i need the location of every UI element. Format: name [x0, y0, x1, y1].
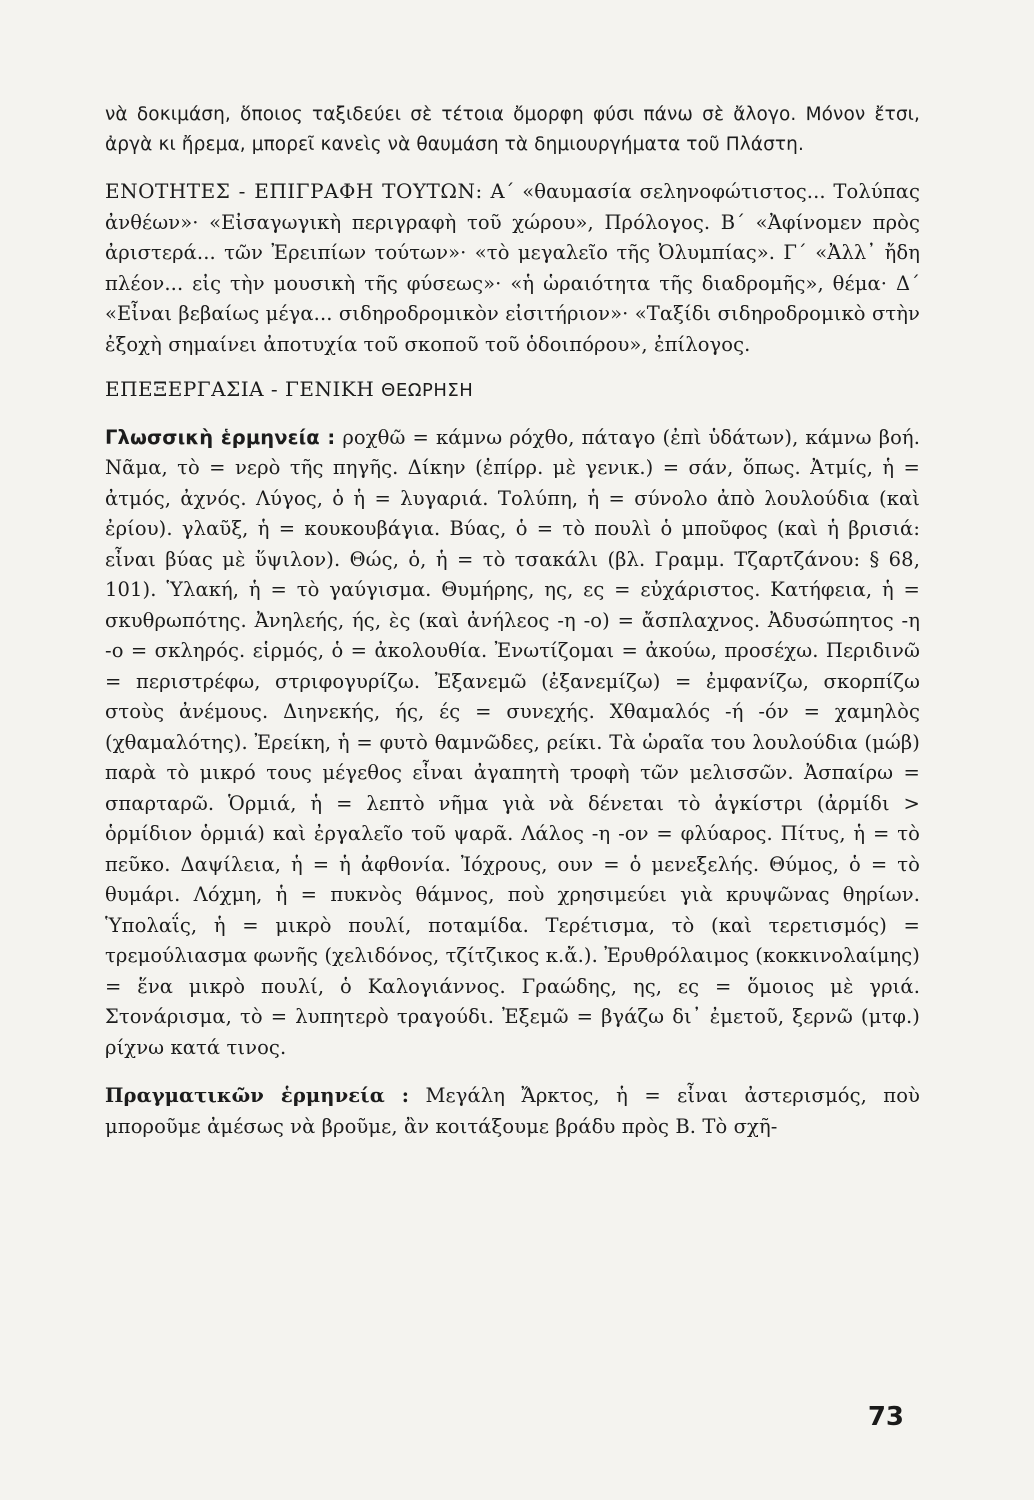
realia-text: Μεγάλη Ἄρκτος, ἡ = εἶναι ἀστερισμός, ποὺ μποροῦμε ἀμέσως νὰ βροῦμε, ἂν κοιτάξουμε βράδυ πρὸς Β. Τὸ σχῆ- — [105, 1084, 921, 1138]
glossary-label: Γλωσσικὴ ἑρμηνεία : — [105, 425, 336, 449]
intro-paragraph: νὰ δοκιμάση, ὅποιος ταξιδεύει σὲ τέτοια ὄμορφη φύσι πάνω σὲ ἄλογο. Μόνον ἔτσι, ἀργὰ κι ἤρεμα, μπορεῖ κανεὶς νὰ θαυμάση τὰ δημιουργήματα τοῦ Πλάστη. — [105, 104, 920, 155]
processing-heading-main: ΕΠΕΞΕΡΓΑΣΙΑ - ΓΕΝΙΚΗ — [105, 377, 382, 401]
glossary-text: ροχθῶ = κάμνω ρόχθο, πάταγο (ἐπὶ ὑδάτων), κάμνω βοή. Νᾶμα, τὸ = νερὸ τῆς πηγῆς. Δίκην (ἐπίρρ. μὲ γενικ.) = σάν, ὅπως. Ἀτμίς, ἡ = ἀτμός, ἀχνός. Λύγος, ὁ ἡ = λυγαριά. Τολύπη, ἡ = σύνολο ἀπὸ λουλούδια (καὶ ἐρίου). γλαῦξ, ἡ = κουκουβάγια. Βύας, ὁ = τὸ πουλὶ ὁ μποῦφος (καὶ ἡ βρισιά: εἶναι βύας μὲ ὕψιλον). Θώς, ὁ, ἡ = τὸ τσακάλι (βλ. Γραμμ. Τζαρτζάνου: § 68, 101). Ὑλακή, ἡ = τὸ γαύγισμα. Θυμήρης, ης, ες = εὐχάριστος. Κατήφεια, ἡ = σκυθρωπότης. Ἀνηλεής, ής, ὲς (καὶ ἀνήλεος -η -ο) = ἄσπλαχνος. Ἀδυσώπητος -η -ο = σκληρός. εἱρμός, ὁ = ἀκολουθία. Ἐνωτίζομαι = ἀκούω, προσέχω. Περιδινῶ = περιστρέφω, στριφογυρίζω. Ἐξανεμῶ (ἐξανεμίζω) = ἐμφανίζω, σκορπίζω στοὺς ἀνέμους. Διηνεκής, ής, ές = συνεχής. Χθαμαλός -ή -όν = χαμηλὸς (χθαμαλότης). Ἐρείκη, ἡ = φυτὸ θαμνῶδες, ρείκι. Τὰ ὡραῖα του λουλούδια (μώβ) παρὰ τὸ μικρό τους μέγεθος εἶναι ἀγαπητὴ τροφὴ τῶν μελισσῶν. Ἀσπαίρω = σπαρταρῶ. Ὁρμιά, ἡ = λεπτὸ νῆμα γιὰ νὰ δένεται τὸ ἀγκίστρι (ἀρμίδι > ὁρμίδιον ὁρμιά) καὶ ἐργαλεῖο τοῦ ψαρᾶ. Λάλος -η -ον = φλύαρος. Πίτυς, ἡ = τὸ πεῦκο. Δαψίλεια, ἡ = ἡ ἀφθονία. Ἰόχρους, ουν = ὁ μενεξελής. Θύμος, ὁ = τὸ θυμάρι. Λόχμη, ἡ = πυκνὸς θάμνος, ποὺ χρησιμεύει γιὰ κρυψῶνας θηρίων. Ὑπολαΐς, ἡ = μικρὸ πουλί, ποταμίδα. Τερέτισμα, τὸ (καὶ τερετισμός) = τρεμούλιασμα φωνῆς (χελιδόνος, τζίτζικος κ.ἄ.). Ἐρυθρόλαιμος (κοκκινολαίμης) = ἕνα μικρὸ πουλί, ὁ Καλογιάννος. Γραώδης, ης, ες = ὅμοιος μὲ γριά. Στονάρισμα, τὸ = λυπητερὸ τραγούδι. Ἐξεμῶ = βγάζω δι᾿ ἐμετοῦ, ξερνῶ (μτφ.) ρίχνω κατά τινος. — [105, 425, 920, 1059]
units-paragraph — [105, 176, 920, 360]
processing-heading — [105, 374, 920, 407]
realia-paragraph — [105, 1081, 920, 1142]
glossary-paragraph — [105, 423, 920, 1064]
processing-heading-alt: ΘΕΩΡΗΣΗ — [381, 380, 474, 401]
realia-label: Πραγματικῶν ἑρμηνεία : — [105, 1084, 410, 1107]
page-content — [105, 100, 920, 1156]
page-number: 73 — [867, 1402, 904, 1432]
units-text: Α΄ «θαυμασία σεληνοφώτιστος... Τολύπας ἀνθέων»· «Εἰσαγωγικὴ περιγραφὴ τοῦ χώρου», Πρόλογος. Β΄ «Ἀφίνομεν πρὸς ἀριστερά... τῶν Ἐρειπίων τούτων»· «τὸ μεγαλεῖο τῆς Ὀλυμπίας». Γ΄ «Ἀλλ᾿ ἤδη πλέον... εἰς τὴν μουσικὴ τῆς φύσεως»· «ἡ ὡραιότητα τῆς διαδρομῆς», θέμα· Δ΄ «Εἶναι βεβαίως μέγα... σιδηροδρομικὸν εἰσιτήριον»· «Ταξίδι σιδηροδρομικὸ στὴν ἐξοχὴ σημαίνει ἀποτυχία τοῦ σκοποῦ τοῦ ὁδοιπόρου», ἐπίλογος. — [105, 180, 920, 356]
units-heading: ΕΝΟΤΗΤΕΣ - ΕΠΙΓΡΑΦΗ ΤΟΥΤΩΝ: — [105, 179, 483, 203]
